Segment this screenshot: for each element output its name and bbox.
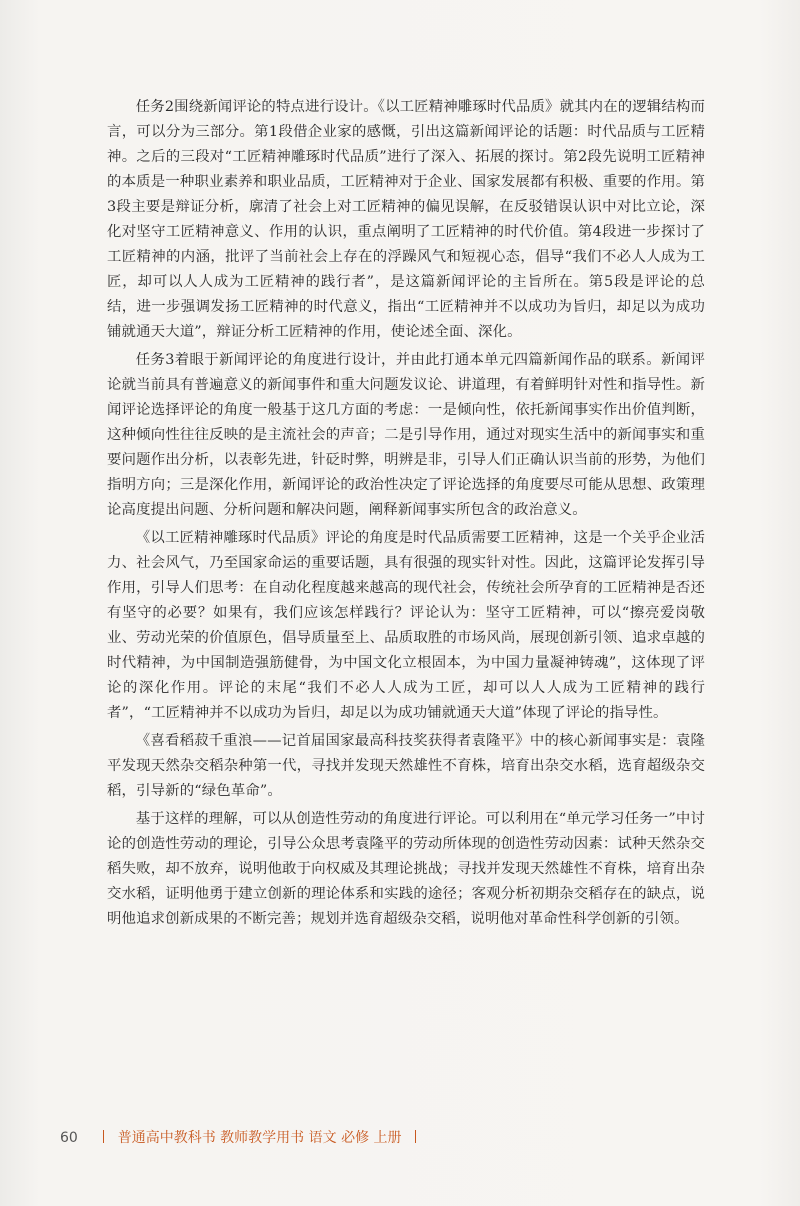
page-footer	[60, 1128, 425, 1148]
body-text	[107, 95, 705, 932]
paragraph-yuan-longping-facts: 《喜看稻菽千重浪——记首届国家最高科技奖获得者袁隆平》中的核心新闻事实是：袁隆平发现天然杂交稻杂种第一代，寻找并发现天然雄性不育株，培育出杂交水稻，选育超级杂交稻，引导新的“绿色革命”。	[107, 733, 705, 799]
paragraph-task-2: 任务2围绕新闻评论的特点进行设计。《以工匠精神雕琢时代品质》就其内在的逻辑结构而言，可以分为三部分。第1段借企业家的感慨，引出这篇新闻评论的话题：时代品质与工匠精神。之后的三段对“工匠精神雕琢时代品质”进行了深入、拓展的探讨。第2段先说明工匠精神的本质是一种职业素养和职业品质，工匠精神对于企业、国家发展都有积极、重要的作用。第3段主要是辩证分析，廓清了社会上对工匠精神的偏见误解，在反驳错误认识中对比立论，深化对坚守工匠精神意义、作用的认识，重点阐明了工匠精神的时代价值。第4段进一步探讨了工匠精神的内涵，批评了当前社会上存在的浮躁风气和短视心态，倡导“我们不必人人成为工匠，却可以人人成为工匠精神的践行者”，是这篇新闻评论的主旨所在。第5段是评论的总结，进一步强调发扬工匠精神的时代意义，指出“工匠精神并不以成功为旨归，却足以为成功铺就通天大道”，辩证分析工匠精神的作用，使论述全面、深化。	[107, 99, 705, 340]
footer-divider-right	[415, 1130, 416, 1143]
footer-divider-left	[103, 1130, 104, 1143]
footer-book-title: 普通高中教科书 教师教学用书 语文 必修 上册	[117, 1130, 402, 1146]
paragraph-commentary-angle: 《以工匠精神雕琢时代品质》评论的角度是时代品质需要工匠精神，这是一个关乎企业活力、社会风气，乃至国家命运的重要话题，具有很强的现实针对性。因此，这篇评论发挥引导作用，引导人们思考：在自动化程度越来越高的现代社会，传统社会所孕育的工匠精神是否还有坚守的必要？如果有，我们应该怎样践行？评论认为：坚守工匠精神，可以“擦亮爱岗敬业、劳动光荣的价值原色，倡导质量至上、品质取胜的市场风尚，展现创新引领、追求卓越的时代精神，为中国制造强筋健骨，为中国文化立根固本，为中国力量凝神铸魂”，这体现了评论的深化作用。评论的末尾“我们不必人人成为工匠，却可以人人成为工匠精神的践行者”，“工匠精神并不以成功为旨归，却足以为成功铺就通天大道”体现了评论的指导性。	[107, 530, 705, 721]
page-number: 60	[60, 1130, 78, 1146]
paragraph-creative-labor: 基于这样的理解，可以从创造性劳动的角度进行评论。可以利用在“单元学习任务一”中讨论的创造性劳动的理论，引导公众思考袁隆平的劳动所体现的创造性劳动因素：试种天然杂交稻失败，却不放弃，说明他敢于向权威及其理论挑战；寻找并发现天然雄性不育株，培育出杂交水稻，证明他勇于建立创新的理论体系和实践的途径；客观分析初期杂交稻存在的缺点，说明他追求创新成果的不断完善；规划并选育超级杂交稻，说明他对革命性科学创新的引领。	[107, 811, 705, 927]
paragraph-task-3: 任务3着眼于新闻评论的角度进行设计，并由此打通本单元四篇新闻作品的联系。新闻评论就当前具有普遍意义的新闻事件和重大问题发议论、讲道理，有着鲜明针对性和指导性。新闻评论选择评论的角度一般基于这几方面的考虑：一是倾向性，依托新闻事实作出价值判断，这种倾向性往往反映的是主流社会的声音；二是引导作用，通过对现实生活中的新闻事实和重要问题作出分析，以表彰先进，针砭时弊，明辨是非，引导人们正确认识当前的形势，为他们指明方向；三是深化作用，新闻评论的政治性决定了评论选择的角度要尽可能从思想、政策理论高度提出问题、分析问题和解决问题，阐释新闻事实所包含的政治意义。	[107, 352, 705, 518]
